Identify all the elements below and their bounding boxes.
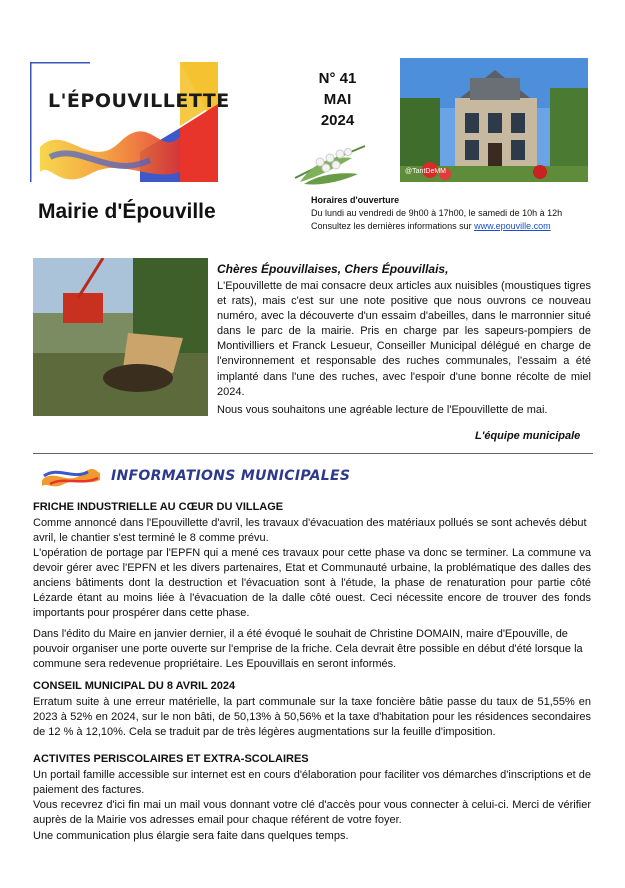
intro-paragraph: L'Epouvillette de mai consacre deux articles aux nuisibles (moustiques tigres et rats), mais c'est sur une note positive que nous ouvrons ce nouveau numéro, avec la découverte d'un essaim d'abeilles, dans le marronnier situé dans le parc de la mairie. Pris en charge par les sapeurs-pompiers de Montivilliers et Franck Lesueur, Conseiller Municipal délégué en charge de l'environnement et responsable des ruches communales, l'essaim a été implanté dans l'une des ruches, avec l'espoir d'une bonne récolte de miel 2024. bbox=[217, 280, 591, 398]
issue-number: N° 41 bbox=[318, 70, 357, 87]
section-title: INFORMATIONS MUNICIPALES bbox=[111, 468, 351, 484]
logo-text: L'ÉPOUVILLETTE bbox=[48, 90, 230, 112]
hours-website-prefix: Consultez les dernières informations sur bbox=[311, 221, 475, 231]
intro-signature: L'équipe municipale bbox=[475, 430, 581, 442]
website-link[interactable]: www.epouville.com bbox=[474, 221, 551, 231]
section-divider bbox=[33, 453, 593, 454]
photo-credit: @TantDeMM bbox=[405, 168, 446, 175]
hours-title: Horaires d'ouverture bbox=[311, 195, 400, 205]
issue-year: 2024 bbox=[320, 112, 355, 129]
article-friche-p1: Comme annoncé dans l'Epouvillette d'avril, les travaux d'évacuation des matériaux pollués se sont achevés début avril, le chantier s'est terminé le 8 comme prévu. bbox=[33, 517, 587, 545]
article-title-activites: ACTIVITES PERISCOLAIRES ET EXTRA-SCOLAIRES bbox=[33, 753, 309, 765]
town-hall-photo bbox=[400, 58, 588, 182]
article-title-conseil: CONSEIL MUNICIPAL DU 8 AVRIL 2024 bbox=[33, 680, 236, 692]
hours-website-line bbox=[311, 221, 551, 231]
logo-graphic bbox=[30, 62, 218, 182]
article-activites-p1: Un portail famille accessible sur internet est en cours d'élaboration pour faciliter vos démarches d'inscriptions et de paiement des factures. bbox=[33, 769, 591, 797]
mairie-title: Mairie d'Épouville bbox=[38, 200, 216, 223]
lily-of-the-valley-illustration bbox=[290, 138, 370, 186]
article-activites-p3: Une communication plus élargie sera faite dans quelques temps. bbox=[33, 830, 349, 842]
issue-info bbox=[300, 68, 375, 131]
intro-greeting: Chères Épouvillaises, Chers Épouvillais, bbox=[217, 262, 449, 276]
article-friche-p2: L'opération de portage par l'EPFN qui a mené ces travaux pour cette phase va donc se terminer. La commune va devoir gérer avec l'EPFN et les divers partenaires, Etat et Communauté urbaine, la problématique des dalles des anciens bâtiments dont la destruction et l'évacuation sont à l'étude, la phase de renaturation pour partie côté Lézarde étant au moins liée à l'évacuation de la dalle côté ouest. Ceci nécessite encore de trouver des fonds importants pour prospérer dans cette phase. bbox=[33, 547, 591, 620]
newsletter-logo bbox=[30, 62, 230, 182]
article-activites-p2: Vous recevrez d'ici fin mai un mail vous donnant votre clé d'accès pour vous connecter à celui-ci. Merci de vérifier auprès de la Mairie vos adresses email pour chaque référent de votre foyer. bbox=[33, 799, 591, 827]
intro-closing: Nous vous souhaitons une agréable lecture de l'Epouvillette de mai. bbox=[217, 404, 548, 416]
article-title-friche: FRICHE INDUSTRIELLE AU CŒUR DU VILLAGE bbox=[33, 501, 284, 513]
issue-month: MAI bbox=[323, 91, 352, 108]
bee-swarm-photo bbox=[33, 258, 208, 416]
banner-swirl-icon bbox=[40, 466, 102, 488]
article-conseil-p1: Erratum suite à une erreur matérielle, la part communale sur la taxe foncière bâtie passe du taux de 51,55% en 2023 à 52% en 2024, sur le non bâti, de 50,13% à 50,56% et la taxe d'habitation pour les résidences secondaires de 12 % à 12,10%. Cela se traduit par de très légères augmentations sur la feuille d'imposition. bbox=[33, 696, 591, 739]
article-friche-p3: Dans l'édito du Maire en janvier dernier, il a été évoqué le souhait de Christine DOMAIN, maire d'Epouville, de pouvoir organiser une porte ouverte sur l'emprise de la friche. Cela devrait être possible en début d'été lorsque la commune sera redevenue propriétaire. Les Epouvillais en seront informés. bbox=[33, 628, 583, 671]
hours-schedule: Du lundi au vendredi de 9h00 à 17h00, le samedi de 10h à 12h bbox=[311, 208, 563, 218]
